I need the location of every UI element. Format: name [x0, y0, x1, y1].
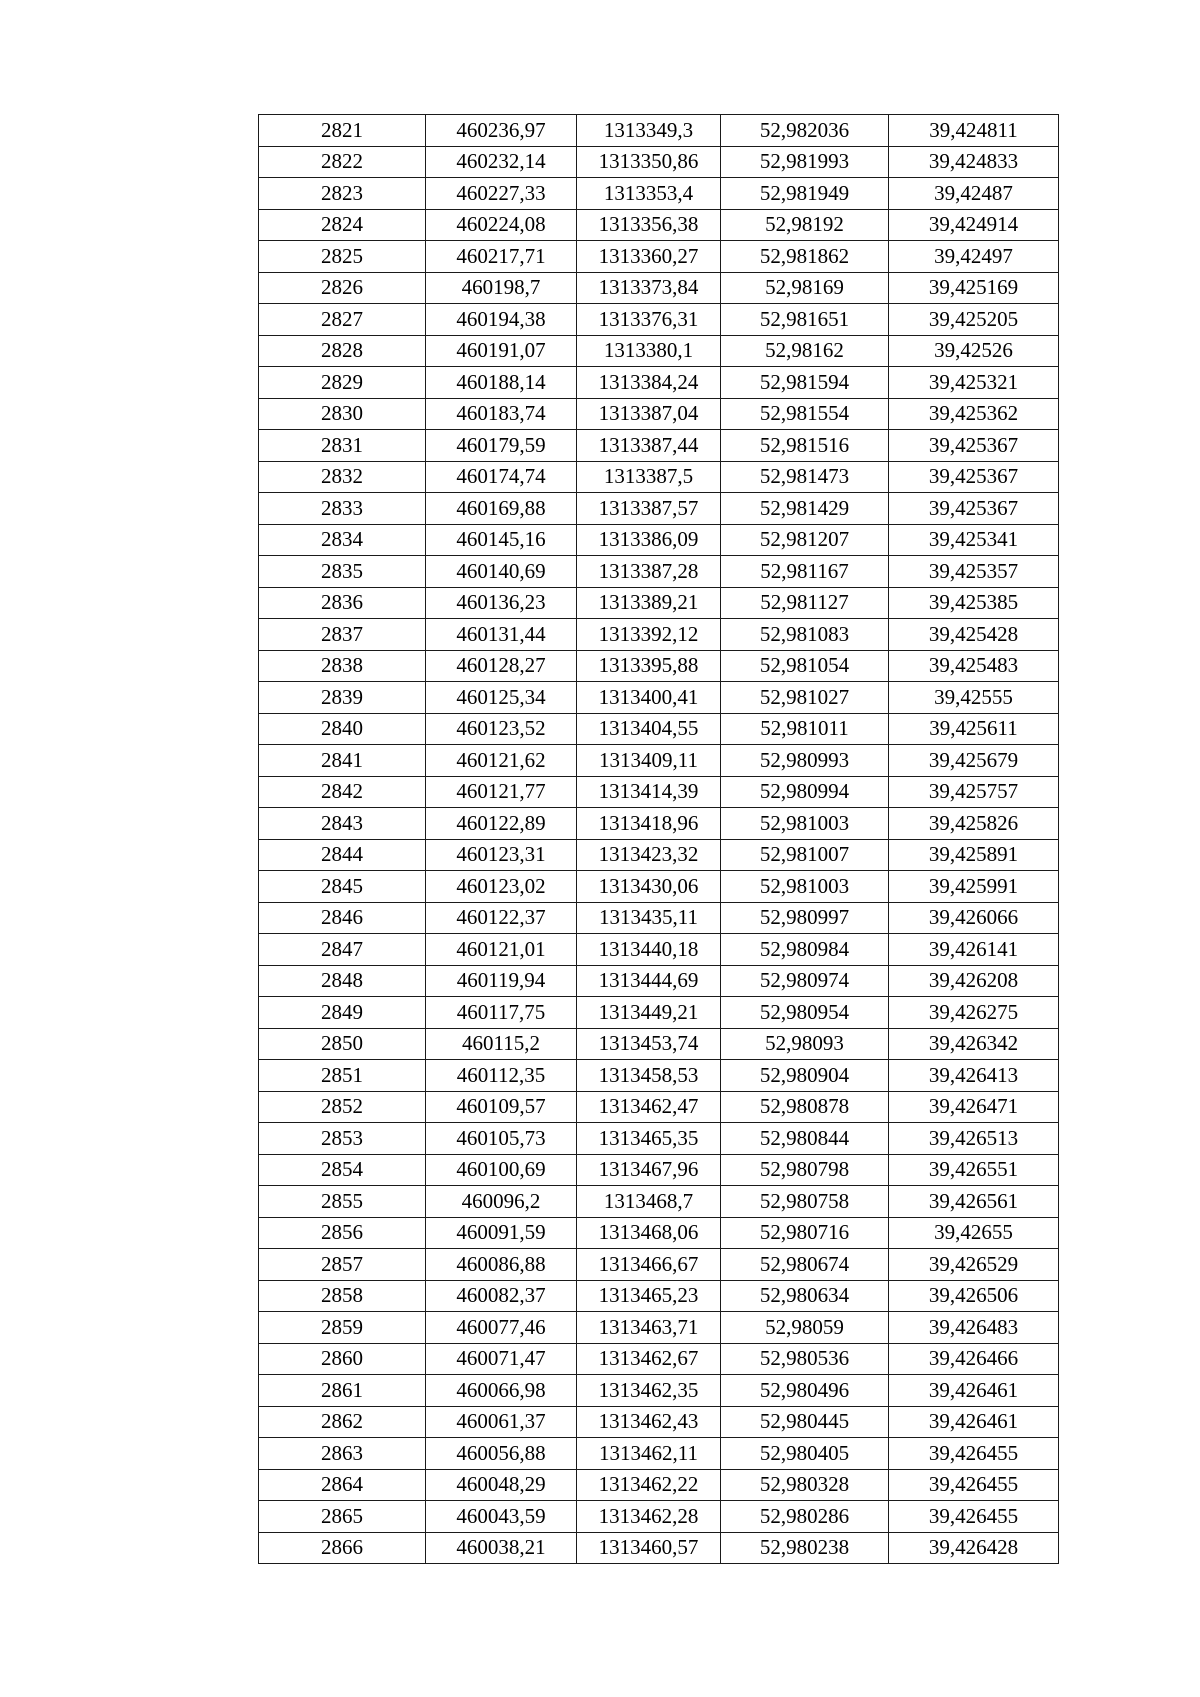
- x-coordinate-cell: 460174,74: [426, 461, 577, 493]
- table-row: [259, 1154, 1059, 1186]
- point-number-cell: 2859: [259, 1312, 426, 1344]
- point-number-cell: 2852: [259, 1091, 426, 1123]
- latitude-cell: 52,981594: [721, 367, 889, 399]
- longitude-cell: 39,425757: [889, 776, 1059, 808]
- latitude-cell: 52,98192: [721, 209, 889, 241]
- x-coordinate-cell: 460071,47: [426, 1343, 577, 1375]
- x-coordinate-cell: 460179,59: [426, 430, 577, 462]
- latitude-cell: 52,981007: [721, 839, 889, 871]
- latitude-cell: 52,980798: [721, 1154, 889, 1186]
- table-row: [259, 682, 1059, 714]
- point-number-cell: 2861: [259, 1375, 426, 1407]
- longitude-cell: 39,42497: [889, 241, 1059, 273]
- y-coordinate-cell: 1313349,3: [577, 115, 721, 147]
- table-row: [259, 272, 1059, 304]
- latitude-cell: 52,981949: [721, 178, 889, 210]
- longitude-cell: 39,425385: [889, 587, 1059, 619]
- y-coordinate-cell: 1313468,7: [577, 1186, 721, 1218]
- y-coordinate-cell: 1313466,67: [577, 1249, 721, 1281]
- longitude-cell: 39,42555: [889, 682, 1059, 714]
- point-number-cell: 2841: [259, 745, 426, 777]
- longitude-cell: 39,426428: [889, 1532, 1059, 1564]
- y-coordinate-cell: 1313418,96: [577, 808, 721, 840]
- latitude-cell: 52,980328: [721, 1469, 889, 1501]
- longitude-cell: 39,426455: [889, 1469, 1059, 1501]
- table-row: [259, 209, 1059, 241]
- y-coordinate-cell: 1313392,12: [577, 619, 721, 651]
- x-coordinate-cell: 460115,2: [426, 1028, 577, 1060]
- point-number-cell: 2849: [259, 997, 426, 1029]
- table-row: [259, 178, 1059, 210]
- table-row: [259, 1343, 1059, 1375]
- latitude-cell: 52,980634: [721, 1280, 889, 1312]
- latitude-cell: 52,980716: [721, 1217, 889, 1249]
- x-coordinate-cell: 460077,46: [426, 1312, 577, 1344]
- y-coordinate-cell: 1313409,11: [577, 745, 721, 777]
- longitude-cell: 39,425341: [889, 524, 1059, 556]
- longitude-cell: 39,426461: [889, 1375, 1059, 1407]
- longitude-cell: 39,42655: [889, 1217, 1059, 1249]
- point-number-cell: 2847: [259, 934, 426, 966]
- coordinates-table: [258, 114, 1059, 1564]
- y-coordinate-cell: 1313465,35: [577, 1123, 721, 1155]
- latitude-cell: 52,98169: [721, 272, 889, 304]
- point-number-cell: 2857: [259, 1249, 426, 1281]
- x-coordinate-cell: 460191,07: [426, 335, 577, 367]
- x-coordinate-cell: 460109,57: [426, 1091, 577, 1123]
- y-coordinate-cell: 1313462,67: [577, 1343, 721, 1375]
- x-coordinate-cell: 460123,31: [426, 839, 577, 871]
- latitude-cell: 52,980758: [721, 1186, 889, 1218]
- longitude-cell: 39,424833: [889, 146, 1059, 178]
- longitude-cell: 39,426208: [889, 965, 1059, 997]
- table-row: [259, 1312, 1059, 1344]
- point-number-cell: 2821: [259, 115, 426, 147]
- y-coordinate-cell: 1313380,1: [577, 335, 721, 367]
- x-coordinate-cell: 460183,74: [426, 398, 577, 430]
- latitude-cell: 52,98093: [721, 1028, 889, 1060]
- latitude-cell: 52,980674: [721, 1249, 889, 1281]
- table-row: [259, 839, 1059, 871]
- point-number-cell: 2831: [259, 430, 426, 462]
- y-coordinate-cell: 1313462,22: [577, 1469, 721, 1501]
- y-coordinate-cell: 1313449,21: [577, 997, 721, 1029]
- y-coordinate-cell: 1313387,57: [577, 493, 721, 525]
- y-coordinate-cell: 1313387,5: [577, 461, 721, 493]
- point-number-cell: 2846: [259, 902, 426, 934]
- x-coordinate-cell: 460122,89: [426, 808, 577, 840]
- longitude-cell: 39,42526: [889, 335, 1059, 367]
- latitude-cell: 52,980984: [721, 934, 889, 966]
- longitude-cell: 39,426141: [889, 934, 1059, 966]
- longitude-cell: 39,424914: [889, 209, 1059, 241]
- table-row: [259, 1532, 1059, 1564]
- x-coordinate-cell: 460121,01: [426, 934, 577, 966]
- y-coordinate-cell: 1313458,53: [577, 1060, 721, 1092]
- x-coordinate-cell: 460188,14: [426, 367, 577, 399]
- table-row: [259, 304, 1059, 336]
- y-coordinate-cell: 1313462,47: [577, 1091, 721, 1123]
- longitude-cell: 39,42487: [889, 178, 1059, 210]
- table-row: [259, 871, 1059, 903]
- table-row: [259, 398, 1059, 430]
- y-coordinate-cell: 1313376,31: [577, 304, 721, 336]
- point-number-cell: 2845: [259, 871, 426, 903]
- table-row: [259, 1438, 1059, 1470]
- latitude-cell: 52,980904: [721, 1060, 889, 1092]
- x-coordinate-cell: 460145,16: [426, 524, 577, 556]
- point-number-cell: 2863: [259, 1438, 426, 1470]
- latitude-cell: 52,980993: [721, 745, 889, 777]
- latitude-cell: 52,981429: [721, 493, 889, 525]
- latitude-cell: 52,981651: [721, 304, 889, 336]
- latitude-cell: 52,980954: [721, 997, 889, 1029]
- latitude-cell: 52,980496: [721, 1375, 889, 1407]
- table-row: [259, 587, 1059, 619]
- table-row: [259, 335, 1059, 367]
- table-row: [259, 808, 1059, 840]
- table-row: [259, 367, 1059, 399]
- latitude-cell: 52,980994: [721, 776, 889, 808]
- longitude-cell: 39,425367: [889, 430, 1059, 462]
- coordinates-table-body: [259, 115, 1059, 1564]
- x-coordinate-cell: 460066,98: [426, 1375, 577, 1407]
- x-coordinate-cell: 460096,2: [426, 1186, 577, 1218]
- x-coordinate-cell: 460217,71: [426, 241, 577, 273]
- longitude-cell: 39,425169: [889, 272, 1059, 304]
- table-row: [259, 1060, 1059, 1092]
- table-row: [259, 1406, 1059, 1438]
- point-number-cell: 2865: [259, 1501, 426, 1533]
- table-row: [259, 776, 1059, 808]
- table-row: [259, 1375, 1059, 1407]
- table-row: [259, 493, 1059, 525]
- point-number-cell: 2860: [259, 1343, 426, 1375]
- longitude-cell: 39,426506: [889, 1280, 1059, 1312]
- table-row: [259, 934, 1059, 966]
- longitude-cell: 39,426513: [889, 1123, 1059, 1155]
- y-coordinate-cell: 1313435,11: [577, 902, 721, 934]
- x-coordinate-cell: 460236,97: [426, 115, 577, 147]
- latitude-cell: 52,981003: [721, 871, 889, 903]
- longitude-cell: 39,426342: [889, 1028, 1059, 1060]
- y-coordinate-cell: 1313386,09: [577, 524, 721, 556]
- y-coordinate-cell: 1313467,96: [577, 1154, 721, 1186]
- latitude-cell: 52,980445: [721, 1406, 889, 1438]
- x-coordinate-cell: 460056,88: [426, 1438, 577, 1470]
- point-number-cell: 2854: [259, 1154, 426, 1186]
- x-coordinate-cell: 460121,77: [426, 776, 577, 808]
- point-number-cell: 2855: [259, 1186, 426, 1218]
- longitude-cell: 39,426461: [889, 1406, 1059, 1438]
- x-coordinate-cell: 460125,34: [426, 682, 577, 714]
- x-coordinate-cell: 460100,69: [426, 1154, 577, 1186]
- y-coordinate-cell: 1313462,28: [577, 1501, 721, 1533]
- point-number-cell: 2838: [259, 650, 426, 682]
- latitude-cell: 52,980536: [721, 1343, 889, 1375]
- longitude-cell: 39,425362: [889, 398, 1059, 430]
- x-coordinate-cell: 460105,73: [426, 1123, 577, 1155]
- point-number-cell: 2850: [259, 1028, 426, 1060]
- y-coordinate-cell: 1313453,74: [577, 1028, 721, 1060]
- latitude-cell: 52,981473: [721, 461, 889, 493]
- table-row: [259, 1123, 1059, 1155]
- point-number-cell: 2844: [259, 839, 426, 871]
- table-row: [259, 115, 1059, 147]
- point-number-cell: 2862: [259, 1406, 426, 1438]
- y-coordinate-cell: 1313430,06: [577, 871, 721, 903]
- longitude-cell: 39,425321: [889, 367, 1059, 399]
- y-coordinate-cell: 1313444,69: [577, 965, 721, 997]
- table-row: [259, 1249, 1059, 1281]
- latitude-cell: 52,980878: [721, 1091, 889, 1123]
- point-number-cell: 2842: [259, 776, 426, 808]
- table-row: [259, 461, 1059, 493]
- y-coordinate-cell: 1313460,57: [577, 1532, 721, 1564]
- table-row: [259, 902, 1059, 934]
- x-coordinate-cell: 460082,37: [426, 1280, 577, 1312]
- table-row: [259, 650, 1059, 682]
- point-number-cell: 2840: [259, 713, 426, 745]
- table-row: [259, 965, 1059, 997]
- x-coordinate-cell: 460169,88: [426, 493, 577, 525]
- x-coordinate-cell: 460122,37: [426, 902, 577, 934]
- x-coordinate-cell: 460048,29: [426, 1469, 577, 1501]
- y-coordinate-cell: 1313356,38: [577, 209, 721, 241]
- table-row: [259, 1217, 1059, 1249]
- point-number-cell: 2856: [259, 1217, 426, 1249]
- table-row: [259, 1186, 1059, 1218]
- latitude-cell: 52,981027: [721, 682, 889, 714]
- x-coordinate-cell: 460038,21: [426, 1532, 577, 1564]
- point-number-cell: 2843: [259, 808, 426, 840]
- y-coordinate-cell: 1313373,84: [577, 272, 721, 304]
- y-coordinate-cell: 1313440,18: [577, 934, 721, 966]
- longitude-cell: 39,426466: [889, 1343, 1059, 1375]
- y-coordinate-cell: 1313465,23: [577, 1280, 721, 1312]
- point-number-cell: 2851: [259, 1060, 426, 1092]
- y-coordinate-cell: 1313353,4: [577, 178, 721, 210]
- longitude-cell: 39,426066: [889, 902, 1059, 934]
- table-row: [259, 745, 1059, 777]
- table-row: [259, 1501, 1059, 1533]
- point-number-cell: 2853: [259, 1123, 426, 1155]
- latitude-cell: 52,982036: [721, 115, 889, 147]
- x-coordinate-cell: 460131,44: [426, 619, 577, 651]
- latitude-cell: 52,981554: [721, 398, 889, 430]
- point-number-cell: 2825: [259, 241, 426, 273]
- latitude-cell: 52,981862: [721, 241, 889, 273]
- table-row: [259, 524, 1059, 556]
- longitude-cell: 39,424811: [889, 115, 1059, 147]
- point-number-cell: 2834: [259, 524, 426, 556]
- y-coordinate-cell: 1313462,43: [577, 1406, 721, 1438]
- y-coordinate-cell: 1313414,39: [577, 776, 721, 808]
- longitude-cell: 39,426275: [889, 997, 1059, 1029]
- x-coordinate-cell: 460198,7: [426, 272, 577, 304]
- longitude-cell: 39,426561: [889, 1186, 1059, 1218]
- longitude-cell: 39,426483: [889, 1312, 1059, 1344]
- point-number-cell: 2826: [259, 272, 426, 304]
- point-number-cell: 2848: [259, 965, 426, 997]
- y-coordinate-cell: 1313462,11: [577, 1438, 721, 1470]
- point-number-cell: 2866: [259, 1532, 426, 1564]
- y-coordinate-cell: 1313387,44: [577, 430, 721, 462]
- longitude-cell: 39,426471: [889, 1091, 1059, 1123]
- table-row: [259, 146, 1059, 178]
- table-row: [259, 619, 1059, 651]
- y-coordinate-cell: 1313360,27: [577, 241, 721, 273]
- longitude-cell: 39,426551: [889, 1154, 1059, 1186]
- point-number-cell: 2864: [259, 1469, 426, 1501]
- latitude-cell: 52,980405: [721, 1438, 889, 1470]
- x-coordinate-cell: 460140,69: [426, 556, 577, 588]
- x-coordinate-cell: 460091,59: [426, 1217, 577, 1249]
- table-row: [259, 997, 1059, 1029]
- longitude-cell: 39,425367: [889, 493, 1059, 525]
- point-number-cell: 2822: [259, 146, 426, 178]
- latitude-cell: 52,981011: [721, 713, 889, 745]
- latitude-cell: 52,981993: [721, 146, 889, 178]
- longitude-cell: 39,425357: [889, 556, 1059, 588]
- latitude-cell: 52,980997: [721, 902, 889, 934]
- x-coordinate-cell: 460128,27: [426, 650, 577, 682]
- x-coordinate-cell: 460224,08: [426, 209, 577, 241]
- latitude-cell: 52,980286: [721, 1501, 889, 1533]
- table-row: [259, 1028, 1059, 1060]
- x-coordinate-cell: 460232,14: [426, 146, 577, 178]
- table-row: [259, 1469, 1059, 1501]
- point-number-cell: 2832: [259, 461, 426, 493]
- longitude-cell: 39,426455: [889, 1501, 1059, 1533]
- latitude-cell: 52,98059: [721, 1312, 889, 1344]
- point-number-cell: 2830: [259, 398, 426, 430]
- y-coordinate-cell: 1313404,55: [577, 713, 721, 745]
- longitude-cell: 39,426529: [889, 1249, 1059, 1281]
- table-row: [259, 556, 1059, 588]
- longitude-cell: 39,425679: [889, 745, 1059, 777]
- latitude-cell: 52,98162: [721, 335, 889, 367]
- latitude-cell: 52,981516: [721, 430, 889, 462]
- table-row: [259, 713, 1059, 745]
- longitude-cell: 39,425367: [889, 461, 1059, 493]
- table-row: [259, 1280, 1059, 1312]
- point-number-cell: 2858: [259, 1280, 426, 1312]
- latitude-cell: 52,981167: [721, 556, 889, 588]
- x-coordinate-cell: 460117,75: [426, 997, 577, 1029]
- x-coordinate-cell: 460136,23: [426, 587, 577, 619]
- x-coordinate-cell: 460123,52: [426, 713, 577, 745]
- latitude-cell: 52,981207: [721, 524, 889, 556]
- y-coordinate-cell: 1313350,86: [577, 146, 721, 178]
- y-coordinate-cell: 1313395,88: [577, 650, 721, 682]
- longitude-cell: 39,425826: [889, 808, 1059, 840]
- longitude-cell: 39,426413: [889, 1060, 1059, 1092]
- point-number-cell: 2828: [259, 335, 426, 367]
- table-row: [259, 1091, 1059, 1123]
- x-coordinate-cell: 460043,59: [426, 1501, 577, 1533]
- y-coordinate-cell: 1313468,06: [577, 1217, 721, 1249]
- latitude-cell: 52,980844: [721, 1123, 889, 1155]
- y-coordinate-cell: 1313389,21: [577, 587, 721, 619]
- longitude-cell: 39,425891: [889, 839, 1059, 871]
- longitude-cell: 39,426455: [889, 1438, 1059, 1470]
- y-coordinate-cell: 1313423,32: [577, 839, 721, 871]
- point-number-cell: 2824: [259, 209, 426, 241]
- longitude-cell: 39,425991: [889, 871, 1059, 903]
- y-coordinate-cell: 1313387,04: [577, 398, 721, 430]
- point-number-cell: 2829: [259, 367, 426, 399]
- latitude-cell: 52,980974: [721, 965, 889, 997]
- point-number-cell: 2827: [259, 304, 426, 336]
- latitude-cell: 52,981003: [721, 808, 889, 840]
- x-coordinate-cell: 460061,37: [426, 1406, 577, 1438]
- x-coordinate-cell: 460227,33: [426, 178, 577, 210]
- y-coordinate-cell: 1313400,41: [577, 682, 721, 714]
- point-number-cell: 2836: [259, 587, 426, 619]
- latitude-cell: 52,981054: [721, 650, 889, 682]
- latitude-cell: 52,981127: [721, 587, 889, 619]
- point-number-cell: 2833: [259, 493, 426, 525]
- x-coordinate-cell: 460112,35: [426, 1060, 577, 1092]
- x-coordinate-cell: 460121,62: [426, 745, 577, 777]
- table-row: [259, 430, 1059, 462]
- longitude-cell: 39,425483: [889, 650, 1059, 682]
- longitude-cell: 39,425428: [889, 619, 1059, 651]
- x-coordinate-cell: 460194,38: [426, 304, 577, 336]
- y-coordinate-cell: 1313387,28: [577, 556, 721, 588]
- x-coordinate-cell: 460119,94: [426, 965, 577, 997]
- point-number-cell: 2839: [259, 682, 426, 714]
- point-number-cell: 2835: [259, 556, 426, 588]
- x-coordinate-cell: 460086,88: [426, 1249, 577, 1281]
- longitude-cell: 39,425611: [889, 713, 1059, 745]
- y-coordinate-cell: 1313463,71: [577, 1312, 721, 1344]
- latitude-cell: 52,980238: [721, 1532, 889, 1564]
- y-coordinate-cell: 1313462,35: [577, 1375, 721, 1407]
- y-coordinate-cell: 1313384,24: [577, 367, 721, 399]
- point-number-cell: 2823: [259, 178, 426, 210]
- point-number-cell: 2837: [259, 619, 426, 651]
- latitude-cell: 52,981083: [721, 619, 889, 651]
- longitude-cell: 39,425205: [889, 304, 1059, 336]
- x-coordinate-cell: 460123,02: [426, 871, 577, 903]
- table-row: [259, 241, 1059, 273]
